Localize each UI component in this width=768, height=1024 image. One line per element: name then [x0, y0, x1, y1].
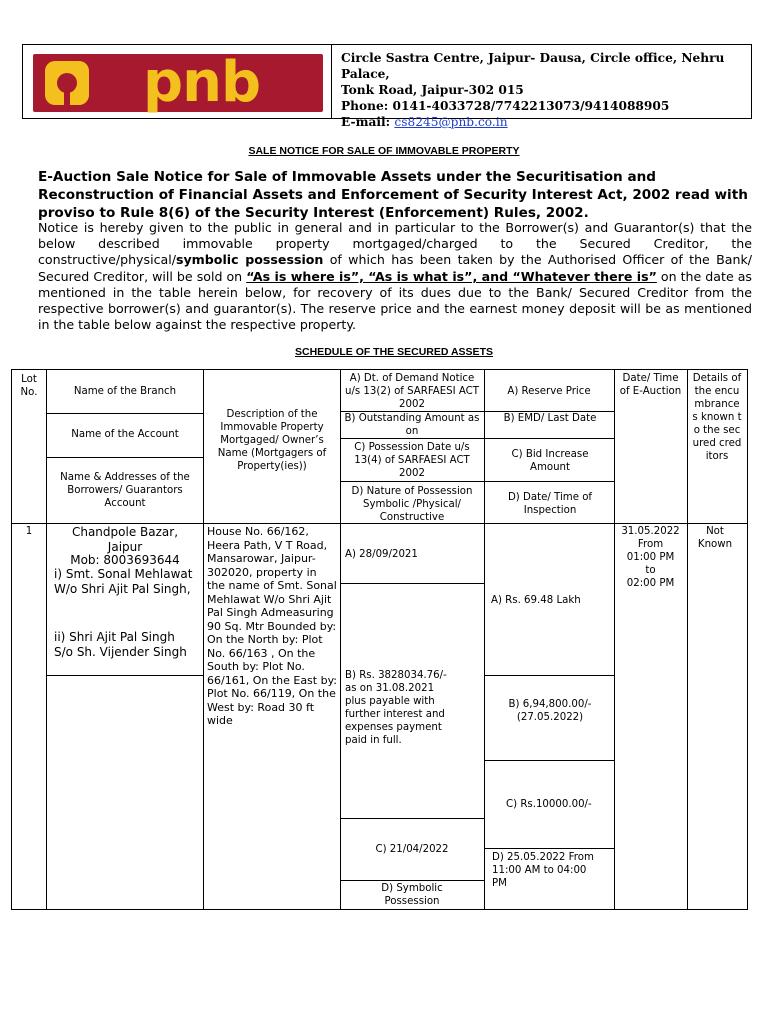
row-nature: D) Symbolic Possession [381, 883, 443, 907]
row-branch: Chandpole Bazar, Jaipur [71, 525, 179, 554]
address-line-2: Tonk Road, Jaipur-302 015 [341, 83, 524, 97]
header-possession-date: C) Possession Date u/s 13(4) of SARFAESI ACT 2002 [354, 442, 470, 479]
email-link[interactable]: cs8245@pnb.co.in [394, 115, 508, 129]
email-row [341, 114, 751, 130]
body-underlined: “As is where is”, “As is what is”, and “Whatever there is” [246, 268, 657, 284]
auction-date: 31.05.2022 [621, 526, 680, 537]
body-bold: symbolic possession [175, 252, 324, 268]
notice-heading: E-Auction Sale Notice for Sale of Immovable Assets under the Securitisation and Reconstruction of Financial Assets and Enforcement of Security Interest Act, 2002 read with proviso to Rule 8(6) of the Security Interest (Enforcement) Rules, 2002. [38, 169, 748, 221]
row-auction [617, 525, 684, 590]
row-borrower-2: ii) Shri Ajit Pal Singh S/o Sh. Vijender Singh [54, 630, 187, 659]
pnb-logo [33, 50, 323, 115]
row-encumbrances: Not Known [697, 526, 733, 550]
body-part-2: of which has been taken by the Authorised Officer of the Bank/ Secured Creditor, will be sold on [38, 252, 753, 284]
header-lot: Lot No. [20, 374, 38, 398]
header-encumbrances: Details of the encumbrances known to the secured creditors [692, 373, 742, 462]
header-branch: Name of the Branch [73, 386, 177, 397]
header-address [341, 50, 751, 130]
address-line-1: Circle Sastra Centre, Jaipur- Dausa, Circle office, Nehru Palace, [341, 51, 725, 81]
header-auction-time: Date/ Time of E-Auction [619, 373, 682, 397]
email-label: E-mail: [341, 115, 395, 129]
row-mob: Mob: 8003693644 [70, 553, 180, 567]
row-reserve: A) Rs. 69.48 Lakh [491, 595, 581, 606]
header-nature: D) Nature of Possession Symbolic /Physical/ Constructive [351, 486, 473, 523]
row-inspection: D) 25.05.2022 From 11:00 AM to 04:00 PM [492, 852, 594, 889]
logo-text: pnb [143, 50, 261, 115]
row-borrower-1: i) Smt. Sonal Mehlawat W/o Shri Ajit Pal Singh, [54, 567, 193, 596]
row-outstanding: B) Rs. 3828034.76/- as on 31.08.2021 plus payable with further interest and expenses payment paid in full. [345, 670, 447, 746]
schedule-title: SCHEDULE OF THE SECURED ASSETS [295, 346, 493, 358]
header-inspection: D) Date/ Time of Inspection [507, 492, 593, 516]
header-box [22, 44, 752, 129]
header-demand-notice: A) Dt. of Demand Notice u/s 13(2) of SARFAESI ACT 2002 [345, 373, 479, 410]
row-demand-notice: A) 28/09/2021 [345, 549, 418, 560]
header-bid: C) Bid Increase Amount [511, 449, 589, 473]
row-possession-date: C) 21/04/2022 [375, 844, 449, 855]
header-account: Name of the Account [71, 429, 179, 440]
row-emd: B) 6,94,800.00/- (27.05.2022) [508, 699, 592, 723]
auction-from: From [637, 539, 664, 550]
auction-start: 01:00 PM [626, 552, 675, 563]
header-description: Description of the Immovable Property Mortgaged/ Owner’s Name (Mortgagers of Property(ies)) [217, 409, 327, 472]
header-reserve: A) Reserve Price [507, 386, 591, 397]
row-description: House No. 66/162, Heera Path, V T Road, Mansarowar, Jaipur-302020, property in the name of Smt. Sonal Mehlawat W/o Shri Ajit Pal Singh Admeasuring 90 Sq. Mtr Bounded by: On the North by: Plot No. 66/163 , On the South by: Plot No. 66/161, On the East by: Plot No. 66/119, On the West by: Road 30 ft wide [207, 525, 337, 727]
notice-body [38, 220, 752, 333]
header-emd: B) EMD/ Last Date [503, 413, 597, 424]
row-bid: C) Rs.10000.00/- [506, 799, 592, 810]
body-part-1: Notice is hereby given to the public in general and in particular to the Borrower(s) and Guarantor(s) that the below described immovable property mortgaged/charged to the Secured Creditor, the constructive/physical/ [38, 220, 752, 268]
header-outstanding: B) Outstanding Amount as on [344, 413, 480, 437]
phone: Phone: 0141-4033728/7742213073/9414088905 [341, 99, 670, 113]
auction-end: 02:00 PM [626, 578, 675, 589]
header-borrowers: Name & Addresses of the Borrowers/ Guarantors Account [60, 472, 190, 509]
pnb-logo-icon [45, 61, 89, 105]
body-part-3: on the date as mentioned in the table herein below, for recovery of its dues due to the Bank/ Secured Creditor from the respective borrower(s) and guarantor(s). The reserve price and the earnest money deposit will be as mentioned in the table below against the respective property. [38, 268, 752, 333]
row-lot: 1 [25, 526, 33, 537]
sale-title: SALE NOTICE FOR SALE OF IMMOVABLE PROPERTY [248, 145, 520, 157]
auction-to: to [645, 565, 656, 576]
